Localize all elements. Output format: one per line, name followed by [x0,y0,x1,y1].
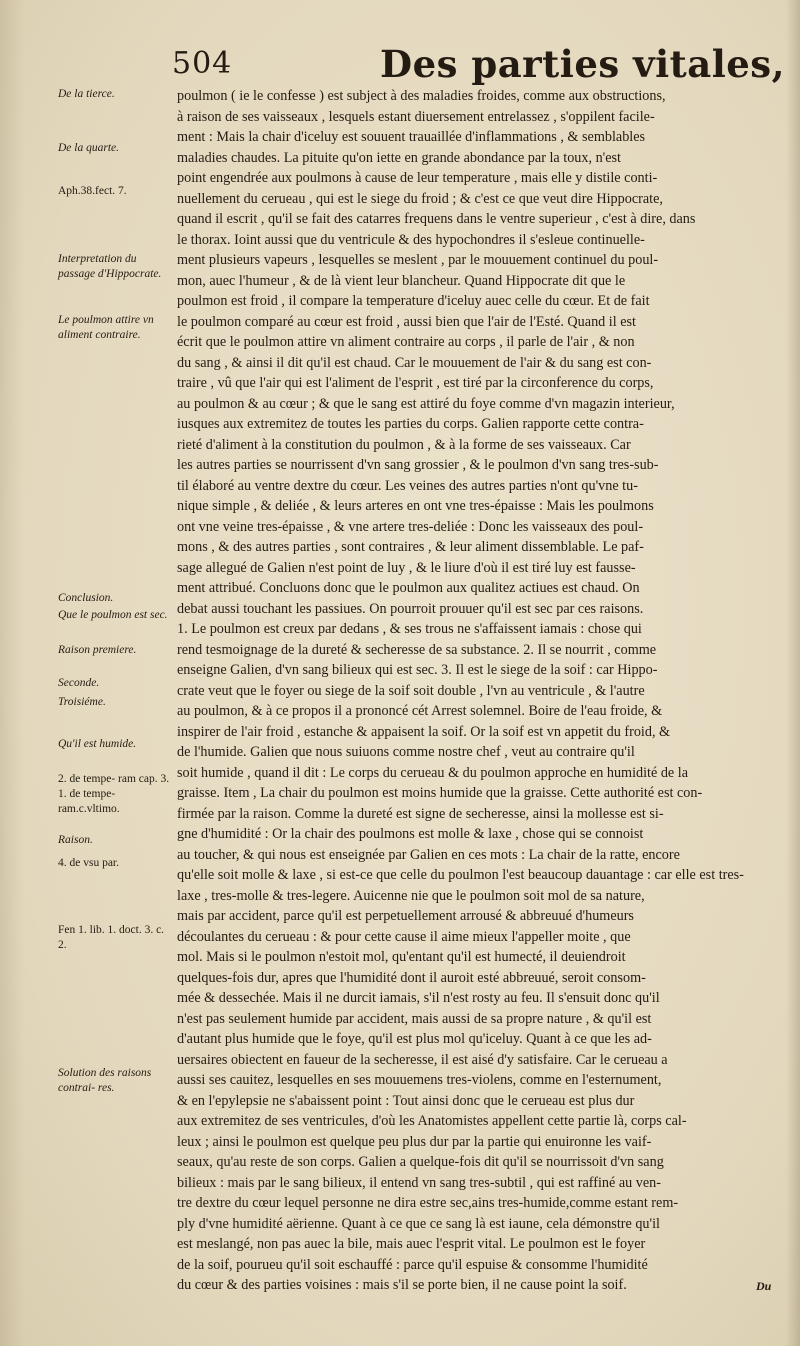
margin-note: Solution des raisons contrai- res. [58,1067,152,1094]
text-line: du cœur & des parties voisines : mais s'il se porte bien, il ne cause point la soif. [177,1277,627,1293]
text-line: au poulmon & au cœur ; & que le sang est attiré du foye comme d'vn magazin interieur, [177,395,675,412]
text-line: les autres parties se nourrissent d'vn sang grossier , & le poulmon d'vn sang tres-sub- [177,457,659,473]
text-line: au toucher, & qui nous est enseignée par Galien en ces mots : La chair de la ratte, encore [177,846,680,863]
text-line: til élaboré au ventre dextre du cœur. Les veines des autres parties n'ont qu'vne tu- [177,477,638,494]
margin-notes [58,86,170,1316]
text-line: enseigne Galien, d'vn sang bilieux qui est sec. 3. Il est le siege de la soif : car Hippo- [177,662,658,678]
page-header [0,42,800,92]
text-line: au poulmon, & à ce propos il a prononcé cét Arrest solemnel. Boire de l'eau froide, & [177,703,663,719]
text-line: gne d'humidité : Or la chair des poulmons est molle & laxe , chose qui se connoist [177,826,644,842]
text-line: tre dextre du cœur lequel personne ne dira estre sec,ains tres-humide,comme estant rem- [177,1195,679,1211]
margin-note: Qu'il est humide. [58,738,137,750]
margin-note: Troisiéme. [58,696,106,708]
text-line: nuellement du cerueau , qui est le siege du froid ; & c'est ce que veut dire Hippocrate, [177,190,663,207]
gutter-shadow [0,0,24,1346]
text-line: ply d'vne humidité aërienne. Quant à ce que ce sang là est iaune, cela démonstre qu'il [177,1215,660,1232]
margin-note: 2. de tempe- ram cap. 3. 1. de tempe- ram.c.vltimo. [58,773,170,815]
margin-note: Interpretation du passage d'Hippocrate. [58,253,162,280]
text-line: ont vne veine tres-épaisse , & vne artere tres-deliée : Donc les vaisseaux des poul- [177,518,644,535]
text-line: iusques aux extremitez de toutes les parties du corps. Galien rapporte cette contra- [177,416,644,432]
text-line: le thorax. Ioint aussi que du ventricule & des hypochondres il s'esleue continuelle- [177,231,645,248]
running-title: Des parties vitales, [380,42,786,86]
margin-note: Que le poulmon est sec. [58,609,168,621]
text-line: poulmon ( ie le confesse ) est subject à des maladies froides, comme aux obstructions, [177,88,666,104]
margin-note: Seconde. [58,677,100,689]
text-line: mais par accident, parce qu'il est perpetuellement arrousé & abbreuué d'humeurs [177,908,634,924]
text-line: à raison de ses vaisseaux , lesquels estant diuersement entrelassez , s'oppilent facile- [177,108,655,125]
text-line: inspirer de l'air froid , estanche & appaisent la soif. Or la soif est vn appetit du froid, & [177,723,671,740]
text-line: mon, auec l'humeur , & de là vient leur blancheur. Quand Hippocrate dit que le [177,272,626,289]
margin-note: Raison. [58,834,93,846]
margin-note: Le poulmon attire vn aliment contraire. [58,314,154,341]
text-line: d'autant plus humide que le foye, qu'il est plus mol qu'iceluy. Quant à ce que les ad- [177,1031,652,1047]
text-line: écrit que le poulmon attire vn aliment contraire au corps , il parle de l'air , & non [177,334,635,350]
text-line: sage allegué de Galien n'est point de luy , & le liure d'où il est tiré luy est fausse- [177,559,636,576]
text-line: ment attribué. Concluons donc que le poulmon aux qualitez actiues est chaud. On [177,580,640,596]
text-line: le poulmon comparé au cœur est froid , aussi bien que l'air de l'Esté. Quand il est [177,313,636,330]
text-line: point engendrée aux poulmons à cause de leur temperature , mais elle y distile conti- [177,170,658,186]
text-line: mée & dessechée. Mais il ne durcit iamais, s'il n'est rosty au feu. Il s'ensuit donc qu'il [177,990,660,1006]
margin-note: Conclusion. [58,592,114,604]
text-line: traire , vû que l'air qui est l'aliment de l'esprit , est tiré par la circonference du corps, [177,375,654,391]
text-line: rend tesmoignage de la dureté & secheresse de sa substance. 2. Il se nourrit , comme [177,641,657,658]
text-line: soit humide , quand il dit : Le corps du cerueau & du poulmon approche en humidité de la [177,764,689,781]
text-line: ment : Mais la chair d'iceluy est souuent trauaillée d'inflammations , & semblables [177,129,646,145]
text-line: ment plusieurs vapeurs , lesquelles se meslent , par le mouuement continuel du poul- [177,252,659,268]
text-line: & en l'epylepsie ne s'abaissent point : Tout ainsi donc que le cerueau est plus dur [177,1092,635,1109]
page-number: 504 [172,46,233,81]
text-line: mol. Mais si le poulmon n'estoit mol, qu'entant qu'il est humecté, il deuiendroit [177,949,626,965]
text-line: poulmon est froid , il compare la temperature d'iceluy auec celle du cœur. Et de fait [177,293,650,309]
text-line: est meslangé, non pas auec la bile, mais auec l'esprit vital. Le poulmon est le foyer [177,1236,646,1252]
margin-note: Aph.38.fect. 7. [58,185,127,197]
margin-note: De la tierce. [58,88,115,100]
text-line: leux ; ainsi le poulmon est quelque peu plus dur par la partie qui enuironne les vaif- [177,1133,652,1150]
text-line: crate veut que le foyer ou siege de la soif soit double , l'vn au ventricule , & l'autre [177,682,645,699]
text-line: rieté d'aliment à la constitution du poulmon , & à la forme de ses vaisseaux. Car [177,436,631,453]
margin-note: Raison premiere. [58,644,137,656]
text-line: seaux, qu'au reste de son corps. Galien a quelque-fois dit qu'il se nourrissoit d'vn sang [177,1154,664,1170]
text-line: qu'elle soit molle & laxe , si est-ce que celle du poulmon l'est beaucoup dauantage : car elle est tres- [177,867,744,883]
text-line: uersaires obiectent en faueur de la secheresse, il est aisé d'y satisfaire. Car le cerueau a [177,1051,668,1068]
text-line: n'est pas seulement humide par accident, mais aussi de sa propre nature , & qu'il est [177,1010,652,1027]
catchword: Du [756,1279,772,1293]
text-line: de l'humide. Galien que nous suiuons comme nostre chef , veut au contraire qu'il [177,744,635,760]
body-text [177,86,790,1296]
text-line: quelques-fois dur, apres que l'humidité dont il auroit esté abbreuué, seroit consom- [177,969,646,986]
text-line: firmée par la raison. Comme la dureté est signe de secheresse, ainsi la mollesse est si- [177,805,664,822]
margin-note: 4. de vsu par. [58,857,120,869]
text-line: aux extremitez de ses ventricules, d'où les Anatomistes appellent cette partie là, corps cal- [177,1113,687,1129]
text-line: maladies chaudes. La pituite qu'on iette en grande abondance par la toux, n'est [177,149,621,166]
margin-note: Fen 1. lib. 1. doct. 3. c. 2. [58,924,165,951]
text-line: laxe , tres-molle & tres-legere. Auicenne nie que le poulmon soit mol de sa nature, [177,887,645,904]
text-line: du sang , & ainsi il dit qu'il est chaud. Car le mouuement de l'air & du sang est con- [177,354,652,371]
text-line: graisse. Item , La chair du poulmon est moins humide que la graisse. Cette authorité est con- [177,785,703,801]
text-line: bilieux : mais par le sang bilieux, il entend vn sang tres-subtil , qui est raffiné au ven- [177,1174,661,1191]
text-line: aussi ses cauitez, lesquelles en ses mouuemens tres-violens, comme en l'esternument, [177,1072,662,1088]
text-line: 1. Le poulmon est creux par dedans , & ses trous ne s'affaissent iamais : chose qui [177,621,642,637]
text-line: mons , & des autres parties , sont contraires , & leur aliment dissemblable. Le paf- [177,539,644,555]
text-line: debat aussi touchant les passiues. On pourroit prouuer qu'il est sec par ces raisons. [177,600,644,617]
text-line: découlantes du cerueau : & pour cette cause il aime mieux l'appeller moite , que [177,928,631,945]
text-line: de la soif, pourueu qu'il soit eschauffé : parce qu'il espuise & consomme l'humidité [177,1256,648,1273]
text-line: nique simple , & deliée , & leurs arteres en ont vne tres-épaisse : Mais les poulmons [177,498,654,514]
text-line: quand il escrit , qu'il se fait des catarres frequens dans le ventre superieur , c'est à dire, dans [177,211,696,227]
margin-note: De la quarte. [58,142,120,154]
